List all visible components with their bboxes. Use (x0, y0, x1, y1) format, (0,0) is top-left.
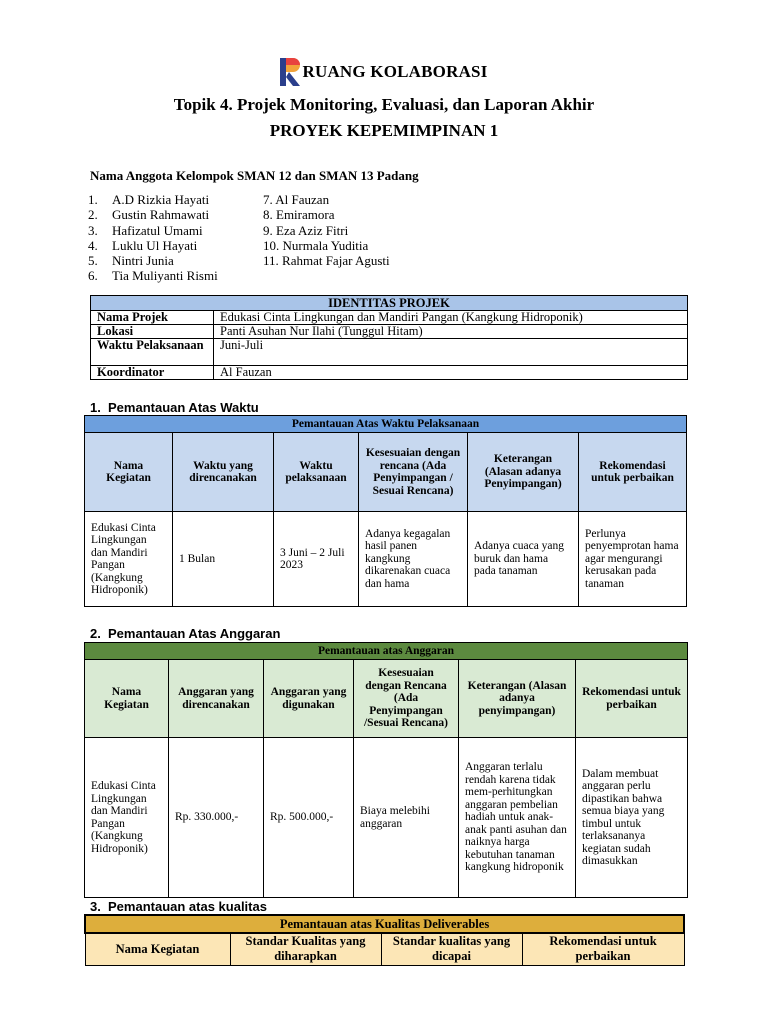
table-cell: Rp. 500.000,- (264, 738, 354, 898)
table-cell: Adanya cuaca yang buruk dan hama pada tanaman (468, 512, 579, 607)
table-cell: Edukasi Cinta Lingkungan dan Mandiri Pangan (Kangkung Hidroponik) (85, 512, 173, 607)
table-header-row (85, 433, 687, 512)
member-item: 7. Al Fauzan (263, 192, 330, 207)
ruang-kolaborasi-logo-icon (280, 56, 302, 88)
table-cell: Perlunya penyemprotan hama agar mengurangi kerusakan pada tanaman (579, 512, 687, 607)
column-header: Anggaran yang digunakan (264, 660, 354, 738)
member-item: 9. Eza Aziz Fitri (263, 222, 349, 238)
column-header: Waktu pelaksanaan (274, 433, 359, 512)
identity-value: Al Fauzan (214, 366, 688, 380)
page-title: Topik 4. Projek Monitoring, Evaluasi, dan Laporan Akhir (173, 95, 595, 114)
table-caption: Pemantauan Atas Waktu Pelaksanaan (85, 416, 687, 433)
quality-monitoring-table (84, 914, 685, 966)
member-item: 3. Hafizatul Umami (88, 222, 203, 238)
table-cell: 3 Juni – 2 Juli 2023 (274, 512, 359, 607)
members-list-left (88, 192, 218, 284)
table-row (91, 339, 688, 366)
section-1-heading: 1. Pemantauan Atas Waktu (90, 400, 259, 415)
header (0, 56, 768, 93)
column-header: Rekomendasi untuk perbaikan (576, 660, 688, 738)
table-row (85, 512, 687, 607)
column-header: Nama Kegiatan (85, 933, 230, 965)
member-item: 11. Rahmat Fajar Agusti (263, 253, 390, 269)
members-title: Nama Anggota Kelompok SMAN 12 dan SMAN 13 Padang (90, 168, 419, 183)
identity-table-title: IDENTITAS PROJEK (91, 296, 688, 311)
table-header-row (85, 660, 688, 738)
identity-value: Panti Asuhan Nur Ilahi (Tunggul Hitam) (214, 325, 688, 339)
member-item: 2. Gustin Rahmawati (88, 207, 210, 223)
identity-table (90, 295, 688, 380)
column-header: Rekomendasi untuk perbaikan (579, 433, 687, 512)
column-header: Kesesuaian dengan rencana (Ada Penyimpangan / Sesuai Rencana) (359, 433, 468, 512)
column-header: Keterangan (Alasan adanya penyimpangan) (459, 660, 576, 738)
column-header: Rekomendasi untuk perbaikan (522, 933, 684, 965)
members-list-right (263, 192, 390, 268)
table-cell: Anggaran terlalu rendah karena tidak mem-perhitungkan anggaran pembelian hadiah untuk anak-anak panti asuhan dan naiknya harga kebutuhan tanaman kangkung hidroponik (459, 738, 576, 898)
column-header: Kesesuaian dengan Rencana (Ada Penyimpangan /Sesuai Rencana) (354, 660, 459, 738)
column-header: Anggaran yang direncanakan (169, 660, 264, 738)
column-header: Standar Kualitas yang diharapkan (230, 933, 381, 965)
identity-value: Edukasi Cinta Lingkungan dan Mandiri Pangan (Kangkung Hidroponik) (214, 311, 688, 325)
logo-text: RUANG KOLABORASI (302, 62, 488, 81)
column-header: Waktu yang direncanakan (173, 433, 274, 512)
table-row (85, 738, 688, 898)
table-row (91, 311, 688, 325)
member-item: 8. Emiramora (263, 207, 335, 223)
section-2-heading: 2. Pemantauan Atas Anggaran (90, 626, 281, 641)
member-item: 10. Nurmala Yuditia (263, 237, 369, 253)
table-cell: Biaya melebihi anggaran (354, 738, 459, 898)
section-3-heading: 3. Pemantauan atas kualitas (90, 899, 267, 914)
column-header: Nama Kegiatan (85, 433, 173, 512)
identity-key: Koordinator (91, 366, 214, 380)
table-caption: Pemantauan atas Anggaran (85, 643, 688, 660)
identity-key: Lokasi (91, 325, 214, 339)
time-monitoring-table (84, 415, 687, 607)
column-header: Keterangan (Alasan adanya Penyimpangan) (468, 433, 579, 512)
table-row (91, 366, 688, 380)
table-cell: Dalam membuat anggaran perlu dipastikan bahwa semua biaya yang timbul untuk terlaksananya kegiatan sudah dimasukkan (576, 738, 688, 898)
table-caption: Pemantauan atas Kualitas Deliverables (85, 915, 684, 933)
identity-key: Waktu Pelaksanaan (91, 339, 214, 366)
identity-key: Nama Projek (91, 311, 214, 325)
table-cell: Edukasi Cinta Lingkungan dan Mandiri Pangan (Kangkung Hidroponik) (85, 738, 169, 898)
project-title: PROYEK KEPEMIMPINAN 1 (269, 121, 499, 140)
member-item: 5. Nintri Junia (88, 253, 174, 269)
table-cell: 1 Bulan (173, 512, 274, 607)
member-item: 4. Luklu Ul Hayati (88, 237, 198, 253)
table-cell: Adanya kegagalan hasil panen kangkung dikarenakan cuaca dan hama (359, 512, 468, 607)
member-item: 6. Tia Muliyanti Rismi (88, 268, 218, 284)
identity-value: Juni-Juli (214, 339, 688, 366)
table-cell: Rp. 330.000,- (169, 738, 264, 898)
budget-monitoring-table (84, 642, 688, 898)
column-header: Standar kualitas yang dicapai (381, 933, 522, 965)
logo (280, 56, 487, 88)
member-item: 1. A.D Rizkia Hayati (88, 192, 210, 207)
column-header: Nama Kegiatan (85, 660, 169, 738)
table-row (91, 325, 688, 339)
table-header-row (85, 933, 684, 965)
